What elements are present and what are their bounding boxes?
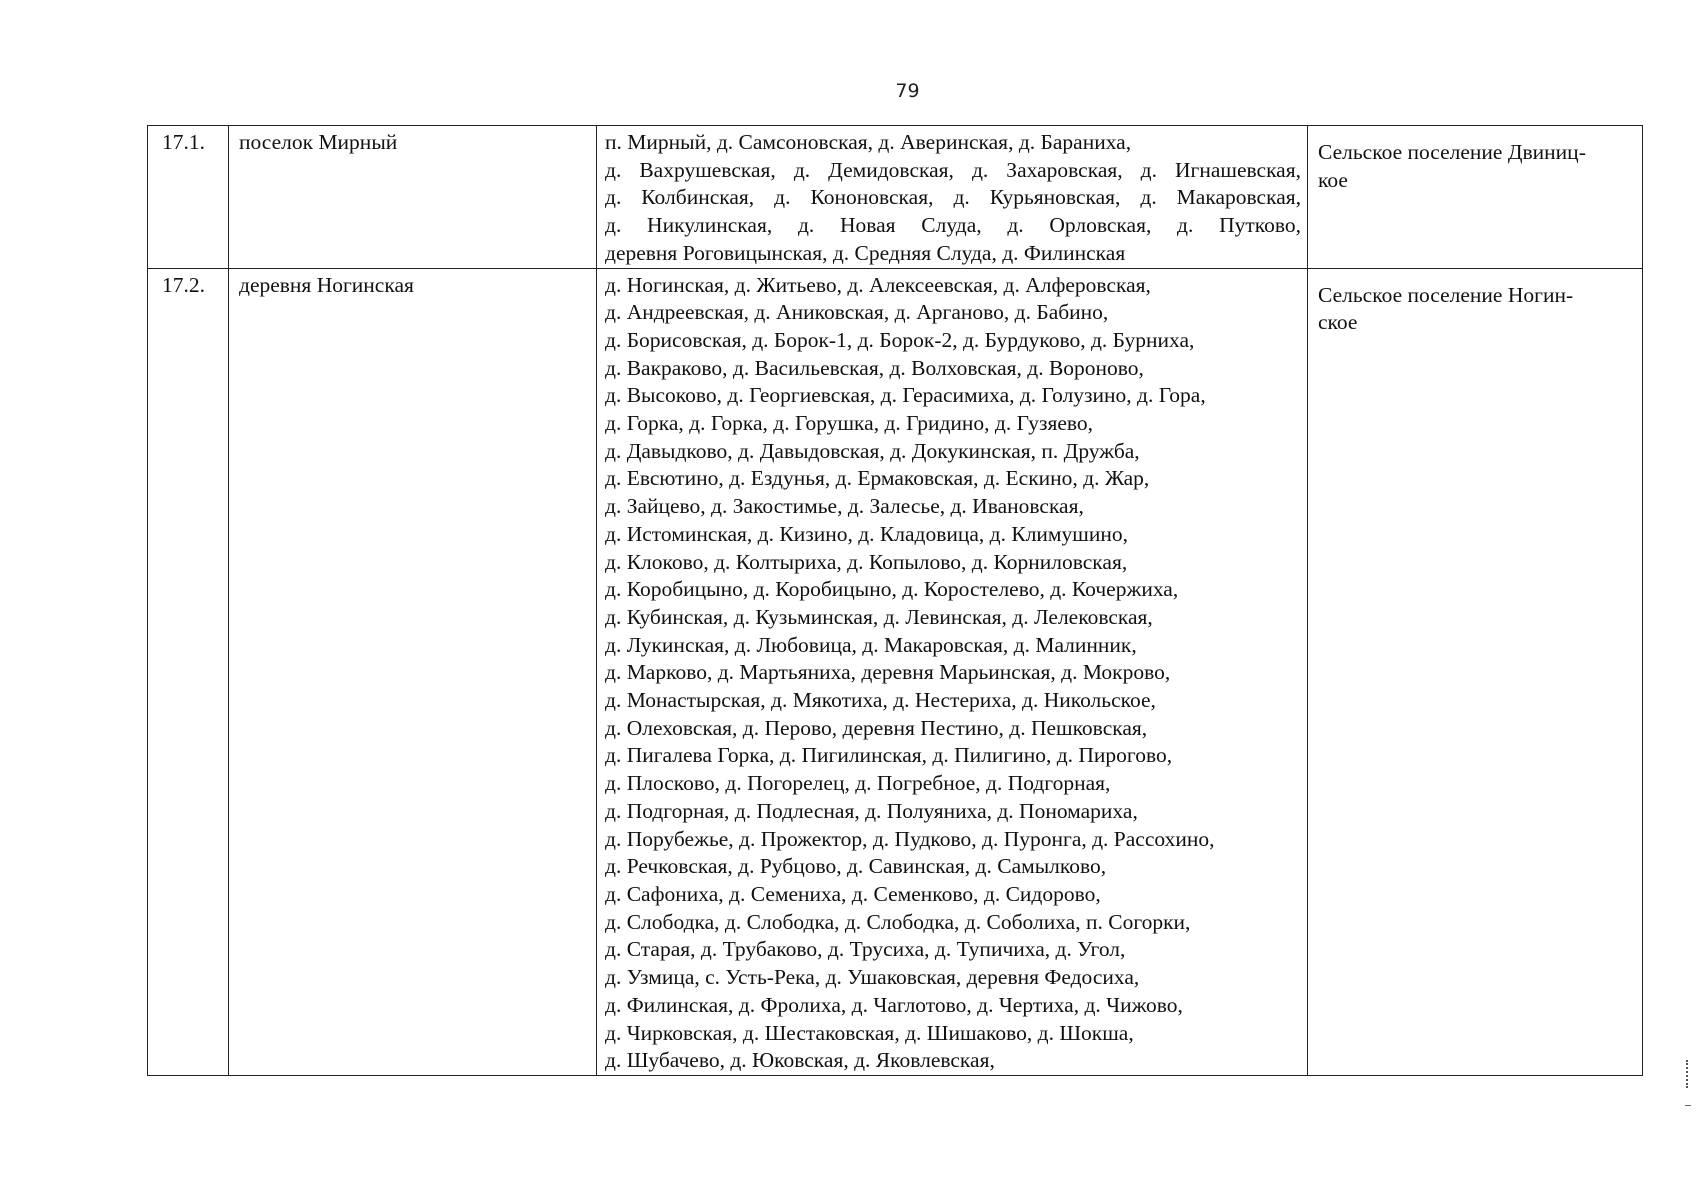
localities-list-cell	[597, 126, 1308, 269]
locality-line: д. Никулинская, д. Новая Слуда, д. Орловская, д. Путково,	[605, 213, 1301, 238]
locality-line: д. Зайцево, д. Закостимье, д. Залесье, д. Ивановская,	[605, 494, 1084, 519]
locality-line: д. Старая, д. Трубаково, д. Трусиха, д. Тупичиха, д. Угол,	[605, 937, 1126, 962]
settlement-cell	[1308, 126, 1643, 269]
locality-line: д. Андреевская, д. Аниковская, д. Арганово, д. Бабино,	[605, 300, 1109, 325]
table-row	[148, 268, 1643, 1075]
locality-line: д. Филинская, д. Фролиха, д. Чаглотово, д. Чертиха, д. Чижово,	[605, 992, 1183, 1017]
locality-line: д. Узмица, с. Усть-Река, д. Ушаковская, деревня Федосиха,	[605, 965, 1140, 990]
center-name: деревня Ногинская	[239, 272, 414, 297]
locality-line: д. Лукинская, д. Любовица, д. Макаровская, д. Малинник,	[605, 632, 1137, 657]
locality-line: д. Евсютино, д. Ездунья, д. Ермаковская, д. Ескино, д. Жар,	[605, 466, 1150, 491]
locality-line: д. Клоково, д. Колтыриха, д. Копылово, д. Корниловская,	[605, 549, 1128, 574]
locality-line: д. Вакраково, д. Васильевская, д. Волховская, д. Вороново,	[605, 355, 1144, 380]
localities-list-cell	[597, 268, 1308, 1075]
settlements-table	[147, 125, 1643, 1076]
locality-line: д. Речковская, д. Рубцово, д. Савинская, д. Самылково,	[605, 854, 1107, 879]
locality-line: д. Давыдково, д. Давыдовская, д. Докукинская, п. Дружба,	[605, 438, 1140, 463]
row-number-cell	[148, 268, 229, 1075]
locality-line: д. Слободка, д. Слободка, д. Слободка, д. Соболиха, п. Согорки,	[605, 909, 1191, 934]
center-name-cell	[229, 126, 597, 269]
scan-edge-tick	[1685, 1105, 1691, 1106]
locality-line: д. Подгорная, д. Подлесная, д. Полуяниха, д. Пономариха,	[605, 798, 1138, 823]
locality-line: деревня Роговицынская, д. Средняя Слуда, д. Филинская	[605, 240, 1126, 265]
locality-line: д. Марково, д. Мартьяниха, деревня Марьинская, д. Мокрово,	[605, 660, 1171, 685]
page-number: 79	[895, 80, 920, 102]
locality-line: д. Сафониха, д. Семениха, д. Семенково, д. Сидорово,	[605, 881, 1101, 906]
settlement-name: Сельское поселение Ногин- ское	[1318, 282, 1574, 335]
locality-line: д. Плосково, д. Погорелец, д. Погребное, д. Подгорная,	[605, 771, 1111, 796]
locality-line: д. Горка, д. Горка, д. Горушка, д. Гридино, д. Гузяево,	[605, 411, 1094, 436]
locality-line: д. Пигалева Горка, д. Пигилинская, д. Пилигино, д. Пирогово,	[605, 743, 1173, 768]
settlement-cell	[1308, 268, 1643, 1075]
center-name-cell	[229, 268, 597, 1075]
table-row	[148, 126, 1643, 269]
locality-line: д. Порубежье, д. Прожектор, д. Пудково, д. Пуронга, д. Рассохино,	[605, 826, 1215, 851]
locality-line: д. Вахрушевская, д. Демидовская, д. Захаровская, д. Игнашевская,	[605, 157, 1301, 182]
locality-line: п. Мирный, д. Самсоновская, д. Аверинская, д. Бараниха,	[605, 130, 1132, 154]
locality-line: д. Ногинская, д. Житьево, д. Алексеевская, д. Алферовская,	[605, 272, 1151, 297]
row-number-cell	[148, 126, 229, 269]
locality-line: д. Чирковская, д. Шестаковская, д. Шишаково, д. Шокша,	[605, 1020, 1134, 1045]
row-number: 17.2.	[162, 272, 205, 297]
row-number: 17.1.	[162, 130, 205, 154]
scan-edge-mark	[1686, 1060, 1691, 1088]
locality-line: д. Истоминская, д. Кизино, д. Кладовица, д. Климушино,	[605, 521, 1128, 546]
locality-line: д. Высоково, д. Георгиевская, д. Герасимиха, д. Голузино, д. Гора,	[605, 383, 1206, 408]
center-name: поселок Мирный	[239, 130, 398, 154]
locality-line: д. Монастырская, д. Мякотиха, д. Нестериха, д. Никольское,	[605, 688, 1156, 713]
locality-line: д. Коробицыно, д. Коробицыно, д. Коростелево, д. Кочержиха,	[605, 577, 1179, 602]
locality-line: д. Кубинская, д. Кузьминская, д. Левинская, д. Лелековская,	[605, 604, 1153, 629]
locality-line: д. Шубачево, д. Юковская, д. Яковлевская,	[605, 1048, 995, 1073]
locality-line: д. Колбинская, д. Кононовская, д. Курьяновская, д. Макаровская,	[605, 185, 1301, 210]
locality-line: д. Борисовская, д. Борок-1, д. Борок-2, д. Бурдуково, д. Бурниха,	[605, 327, 1195, 352]
table-body	[148, 126, 1643, 1076]
settlement-name: Сельское поселение Двиниц- кое	[1318, 140, 1586, 192]
locality-line: д. Олеховская, д. Перово, деревня Пестино, д. Пешковская,	[605, 715, 1148, 740]
